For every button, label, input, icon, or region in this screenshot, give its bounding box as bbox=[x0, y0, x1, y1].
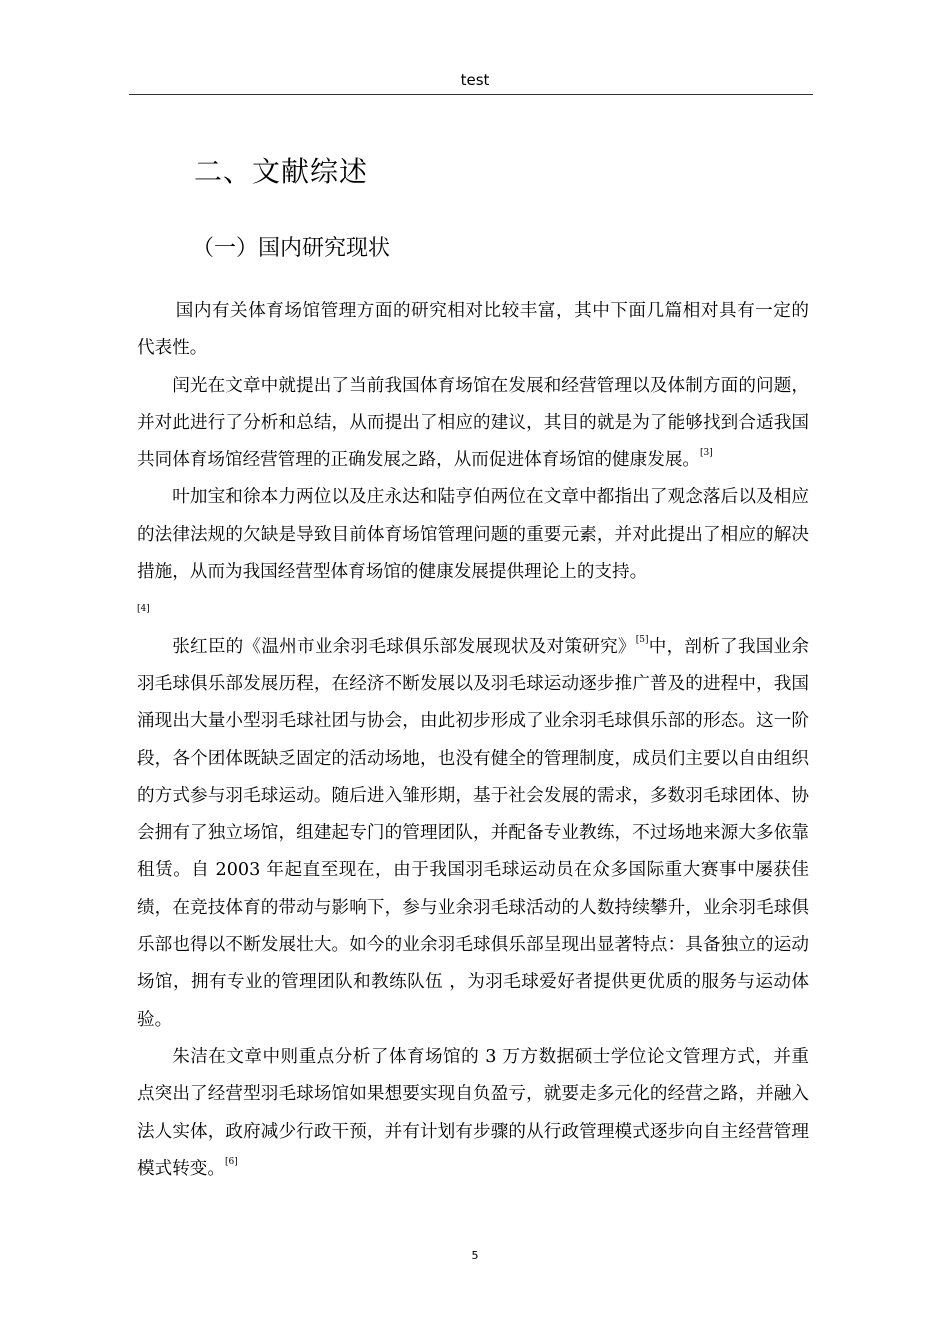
body-text bbox=[137, 293, 809, 1188]
paragraph-text: 朱洁在文章中则重点分析了体育场馆的 3 万方数据硕士学位论文管理方式，并重点突出了经营型羽毛球场馆如果想要实现自负盈亏，就要走多元化的经营之路，并融入法人实体，政府减少行政干预，并有计划有步骤的从行政管理模式逐步向自主经营管理模式转变。 bbox=[137, 1046, 809, 1179]
citation-ref: [4] bbox=[137, 604, 150, 615]
paragraph-intro bbox=[137, 293, 809, 368]
paragraph-runguang bbox=[137, 368, 809, 480]
page-header: test bbox=[460, 71, 490, 89]
page-number: 5 bbox=[471, 1249, 479, 1262]
paragraph-text: 中，剖析了我国业余羽毛球俱乐部发展历程，在经济不断发展以及羽毛球运动逐步推广普及的进程中，我国涌现出大量小型羽毛球社团与协会，由此初步形成了业余羽毛球俱乐部的形态。这一阶段，各个团体既缺乏固定的活动场地，也没有健全的管理制度，成员们主要以自由组织的方式参与羽毛球运动。随后进入雏形期，基于社会发展的需求，多数羽毛球团体、协会拥有了独立场馆，组建起专门的管理团队，并配备专业教练，不过场地来源大多依靠租赁。自 2003 年起直至现在，由于我国羽毛球运动员在众多国际重大赛事中屡获佳绩，在竞技体育的带动与影响下，参与业余羽毛球活动的人数持续攀升，业余羽毛球俱乐部也得以不断发展壮大。如今的业余羽毛球俱乐部呈现出显著特点：具备独立的运动场馆，拥有专业的管理团队和教练队伍 ，为羽毛球爱好者提供更优质的服务与运动体验。 bbox=[137, 636, 809, 1030]
paragraph-text: 叶加宝和徐本力两位以及庄永达和陆亨伯两位在文章中都指出了观念落后以及相应的法律法规的欠缺是导致目前体育场馆管理问题的重要元素，并对此提出了相应的解决措施，从而为我国经营型体育场馆的健康发展提供理论上的支持。 bbox=[137, 487, 809, 583]
paragraph-zhujie bbox=[137, 1039, 809, 1188]
paragraph-text: 张红臣的《温州市业余羽毛球俱乐部发展现状及对策研究》 bbox=[172, 636, 636, 657]
header-divider bbox=[129, 94, 813, 95]
subsection-heading: （一）国内研究现状 bbox=[192, 236, 391, 261]
section-heading: 二、文献综述 bbox=[194, 155, 369, 188]
paragraph-yejiabao bbox=[137, 479, 809, 628]
citation-ref: [3] bbox=[700, 448, 713, 459]
paragraph-text: 闰光在文章中就提出了当前我国体育场馆在发展和经营管理以及体制方面的问题，并对此进行了分析和总结，从而提出了相应的建议，其目的就是为了能够找到合适我国共同体育场馆经营管理的正确发展之路，从而促进体育场馆的健康发展。 bbox=[137, 375, 809, 471]
citation-ref: [5] bbox=[635, 634, 649, 645]
citation-ref: [6] bbox=[224, 1156, 238, 1167]
paragraph-text: 国内有关体育场馆管理方面的研究相对比较丰富，其中下面几篇相对具有一定的代表性。 bbox=[137, 301, 809, 359]
paragraph-zhanghongchen bbox=[137, 629, 809, 1039]
